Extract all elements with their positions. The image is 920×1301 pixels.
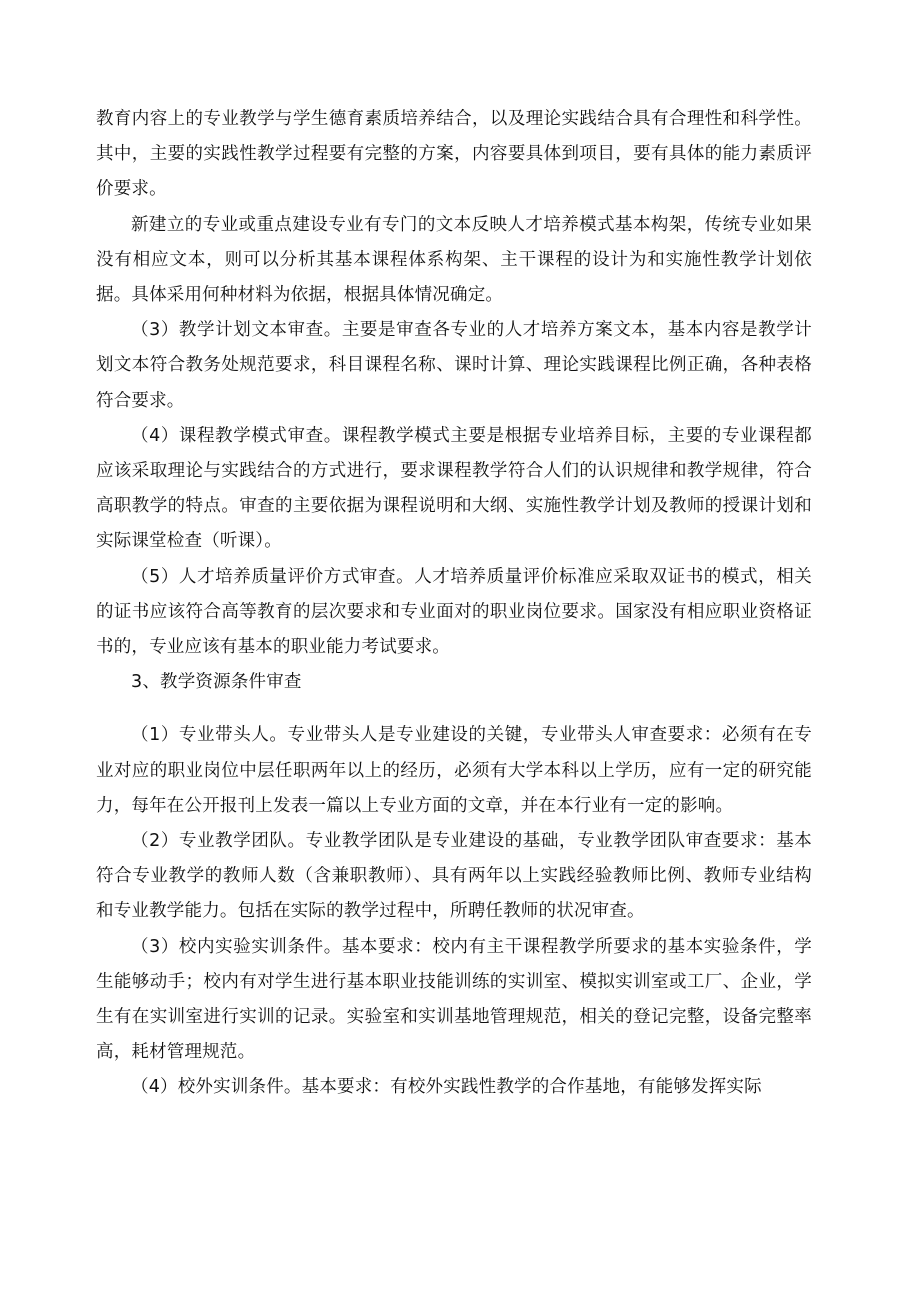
paragraph-external-training: （4）校外实训条件。基本要求：有校外实践性教学的合作基地，有能够发挥实际 — [131, 1077, 762, 1098]
section-heading-resources: 3、教学资源条件审查 — [131, 672, 302, 693]
paragraph-internal-lab: （3）校内实验实训条件。基本要求：校内有主干课程教学所要求的基本实验条件，学生能够动手；校内有对学生进行基本职业技能训练的实训室、模拟实训室或工厂、企业，学生有在实训室进行实训的记录。实验室和实训基地管理规范，相关的登记完整，设备完整率高，耗材管理规范。 — [96, 936, 812, 1063]
paragraph-teaching-plan-review: （3）教学计划文本审查。主要是审查各专业的人才培养方案文本，基本内容是教学计划文本符合教务处规范要求，科目课程名称、课时计算、理论实践课程比例正确，各种表格符合要求。 — [96, 320, 812, 411]
paragraph-continuation: 教育内容上的专业教学与学生德育素质培养结合，以及理论实践结合具有合理性和科学性。其中，主要的实践性教学过程要有完整的方案，内容要具体到项目，要有具体的能力素质评价要求。 — [96, 109, 812, 200]
document-body — [96, 102, 812, 1106]
paragraph-course-mode-review: （4）课程教学模式审查。课程教学模式主要是根据专业培养目标，主要的专业课程都应该采取理论与实践结合的方式进行，要求课程教学符合人们的认识规律和教学规律，符合高职教学的特点。审查的主要依据为课程说明和大纲、实施性教学计划及教师的授课计划和实际课堂检查（听课）。 — [96, 425, 812, 552]
paragraph-quality-evaluation-review: （5）人才培养质量评价方式审查。人才培养质量评价标准应采取双证书的模式，相关的证书应该符合高等教育的层次要求和专业面对的职业岗位要求。国家没有相应职业资格证书的，专业应该有基本的职业能力考试要求。 — [96, 566, 812, 658]
paragraph-new-major-framework: 新建立的专业或重点建设专业有专门的文本反映人才培养模式基本构架，传统专业如果没有相应文本，则可以分析其基本课程体系构架、主干课程的设计为和实施性教学计划依据。具体采用何种材料为依据，根据具体情况确定。 — [96, 214, 812, 306]
paragraph-major-leader: （1）专业带头人。专业带头人是专业建设的关键，专业带头人审查要求：必须有在专业对应的职业岗位中层任职两年以上的经历，必须有大学本科以上学历，应有一定的研究能力，每年在公开报刊上发表一篇以上专业方面的文章，并在本行业有一定的影响。 — [96, 725, 812, 816]
paragraph-teaching-team: （2）专业教学团队。专业教学团队是专业建设的基础，专业教学团队审查要求：基本符合专业教学的教师人数（含兼职教师）、具有两年以上实践经验教师比例、教师专业结构和专业教学能力。包括在实际的教学过程中，所聘任教师的状况审查。 — [96, 831, 812, 922]
